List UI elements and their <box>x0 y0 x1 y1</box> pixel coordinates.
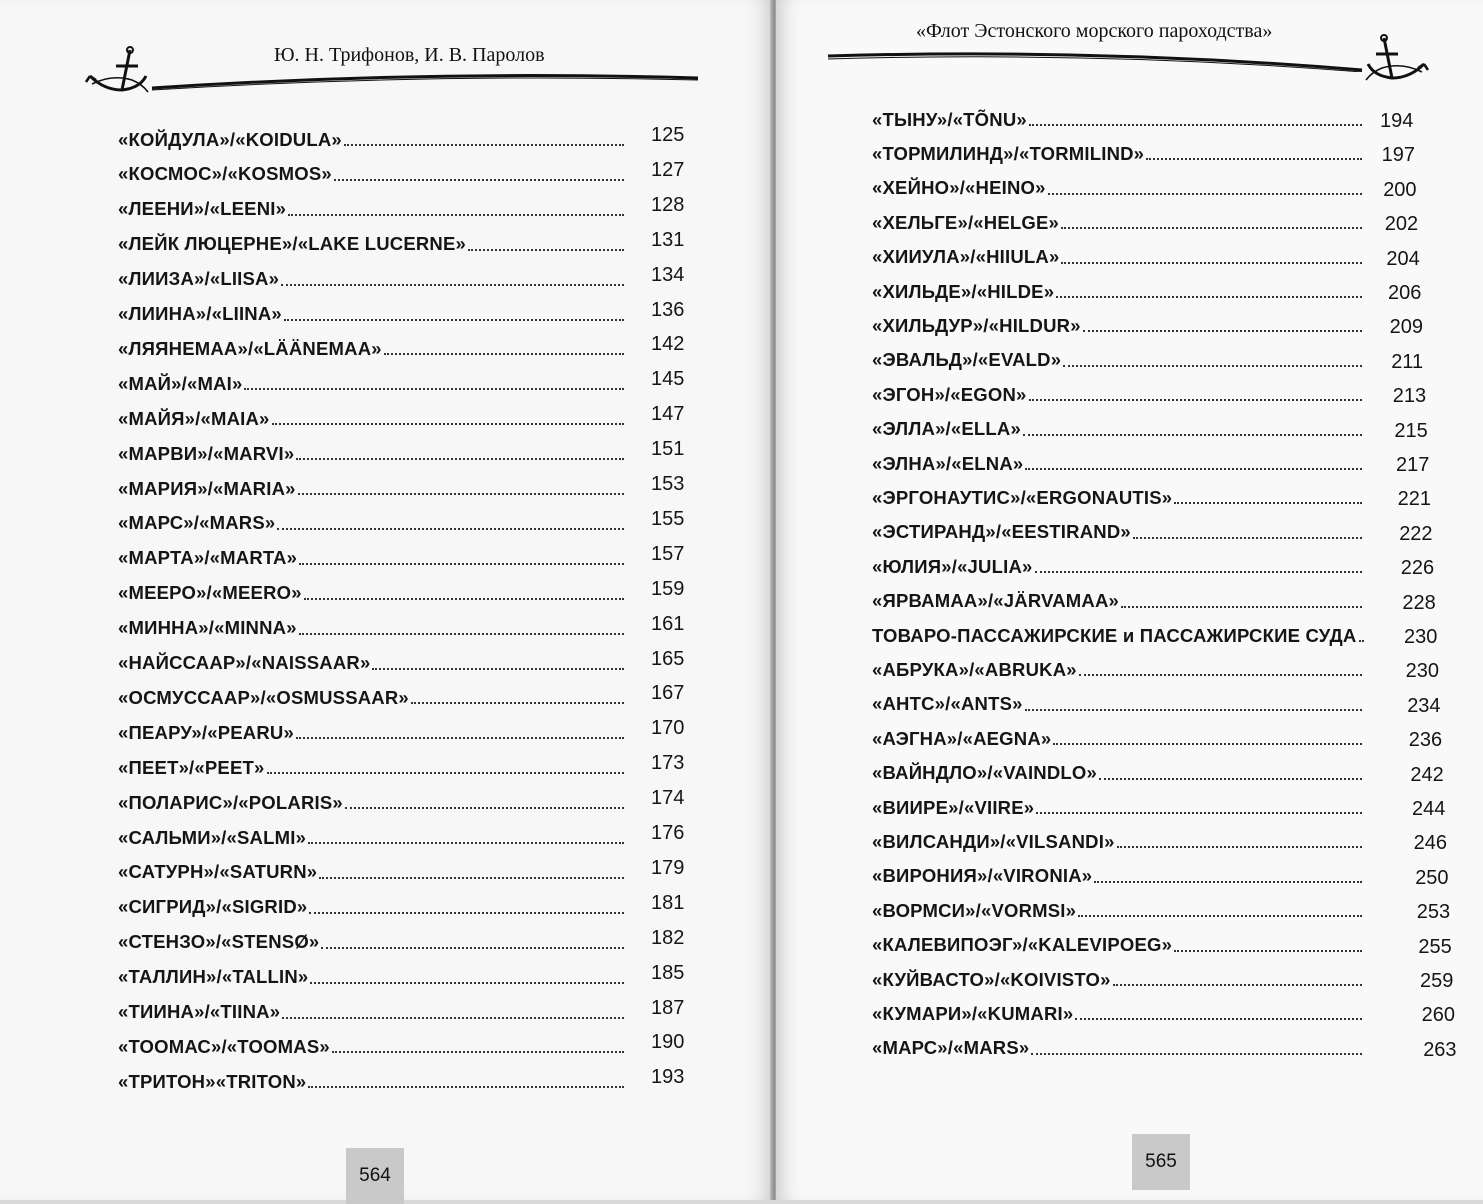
toc-entry-title: «НАЙССААР»/«NAISSAAR» <box>118 652 371 673</box>
toc-entry-page: 211 <box>1391 350 1424 373</box>
dot-leader <box>296 458 624 460</box>
toc-entry-page: 213 <box>1392 385 1427 408</box>
toc-entry <box>118 782 628 812</box>
toc-entry-title: «СИГРИД»/«SIGRID» <box>118 896 308 918</box>
toc-entry-title: «ХИИУЛА»/«HIIULA» <box>872 246 1060 268</box>
toc-entry <box>872 649 1366 679</box>
dot-leader <box>1025 468 1362 470</box>
right-folio: 565 <box>1132 1134 1190 1190</box>
toc-entry-page: 185 <box>651 961 685 984</box>
toc-entry-title: «КОСМОС»/«KOSMOS» <box>118 163 332 185</box>
dot-leader <box>1079 674 1362 676</box>
dot-leader <box>1063 365 1362 367</box>
dot-leader <box>1031 1053 1362 1055</box>
toc-entry <box>872 409 1366 439</box>
toc-entry <box>118 363 628 393</box>
toc-entry-title: «ТРИТОН»«TRITON» <box>118 1070 307 1092</box>
toc-entry-title: «ОСМУССААР»/«OSMUSSAAR» <box>118 686 409 708</box>
dot-leader <box>1078 915 1362 917</box>
dot-leader <box>288 214 624 216</box>
toc-entry <box>872 99 1366 129</box>
toc-entry <box>872 856 1366 886</box>
toc-entry <box>118 189 628 219</box>
toc-entry-page: 187 <box>651 996 685 1019</box>
toc-entry <box>872 925 1366 955</box>
toc-entry <box>872 718 1366 748</box>
dot-leader <box>299 563 624 565</box>
toc-entry <box>118 817 628 847</box>
toc-entry <box>872 512 1366 542</box>
toc-entry-title: «ЭРГОНАУТИС»/«ERGONAUTIS» <box>872 486 1173 508</box>
toc-entry <box>872 821 1366 851</box>
toc-entry-title: «ХИЛЬДЕ»/«HILDE» <box>872 280 1055 302</box>
toc-entry-title: «ЮЛИЯ»/«JULIA» <box>872 555 1033 577</box>
toc-entry <box>872 443 1366 473</box>
toc-entry <box>872 168 1366 198</box>
toc-entry <box>118 503 628 533</box>
toc-entry-title: «МАРИЯ»/«MARIA» <box>118 477 296 499</box>
dot-leader <box>296 737 624 739</box>
toc-entry-page: 176 <box>651 822 685 844</box>
toc-entry-page: 253 <box>1416 901 1451 924</box>
dot-leader <box>1053 743 1362 745</box>
toc-entry-title: «ЭВАЛЬД»/«EVALD» <box>872 349 1062 371</box>
toc-entry-title: «КУМАРИ»/«KUMARI» <box>872 1002 1074 1024</box>
toc-entry <box>872 993 1366 1023</box>
dot-leader <box>284 319 624 321</box>
toc-entry-page: 259 <box>1420 970 1454 992</box>
toc-entry <box>872 615 1366 645</box>
toc-entry-title: «МАЙ»/«MAI» <box>118 372 243 394</box>
toc-entry <box>118 608 628 638</box>
dot-leader <box>345 807 624 809</box>
toc-entry-title: «МАРС»/«MARS» <box>872 1037 1030 1059</box>
dot-leader <box>1056 296 1362 298</box>
toc-entry <box>872 753 1366 783</box>
dot-leader <box>298 493 624 495</box>
toc-entry-title: «САЛЬМИ»/«SALMI» <box>118 826 307 848</box>
dot-leader <box>299 633 624 635</box>
toc-entry <box>118 294 628 324</box>
toc-entry-title: «ЭСТИРАНД»/«EESTIRAND» <box>872 521 1131 543</box>
toc-entry-page: 215 <box>1394 419 1428 442</box>
dot-leader <box>1075 1018 1362 1020</box>
toc-entry <box>118 643 628 673</box>
toc-entry <box>872 684 1366 714</box>
dot-leader <box>1061 262 1362 264</box>
toc-entry-page: 244 <box>1412 798 1446 820</box>
dot-leader <box>384 353 624 355</box>
toc-entry <box>118 573 628 603</box>
toc-entry-page: 153 <box>651 473 685 495</box>
toc-entry-page: 234 <box>1407 694 1441 717</box>
toc-entry-title: «ВАЙНДЛО»/«VAINDLO» <box>872 762 1097 784</box>
toc-entry <box>118 433 628 463</box>
toc-entry <box>118 992 628 1022</box>
toc-entry-page: 190 <box>651 1031 685 1054</box>
dot-leader <box>272 423 624 425</box>
toc-entry-title: «ТООМАС»/«TOOMAS» <box>118 1035 330 1057</box>
dot-leader <box>1029 124 1362 126</box>
toc-entry-page: 145 <box>651 368 685 391</box>
dot-leader <box>1023 434 1362 436</box>
toc-entry-page: 136 <box>651 298 685 321</box>
toc-entry-page: 260 <box>1421 1004 1455 1027</box>
dot-leader <box>308 842 624 844</box>
toc-entry <box>118 712 628 742</box>
toc-entry-page: 151 <box>651 438 685 461</box>
toc-entry-page: 206 <box>1388 282 1422 304</box>
dot-leader <box>1146 158 1362 160</box>
toc-entry-title: «МАРТА»/«MARTA» <box>118 547 298 569</box>
toc-entry <box>872 237 1366 267</box>
toc-entry <box>118 468 628 498</box>
dot-leader <box>1133 537 1362 539</box>
toc-entry-title: «МЕЕРО»/«MEERO» <box>118 582 302 604</box>
toc-entry-title: «ПЕЕТ»/«PEET» <box>118 756 265 778</box>
toc-entry-title: «ЛИИНА»/«LIINA» <box>118 303 282 324</box>
toc-entry <box>118 957 628 987</box>
toc-entry-title: «АЭГНА»/«AEGNA» <box>872 727 1052 749</box>
toc-entry <box>872 959 1366 989</box>
dot-leader <box>1359 640 1363 642</box>
toc-entry-page: 128 <box>651 193 685 216</box>
dot-leader <box>310 982 624 984</box>
toc-entry-title: «АНТС»/«ANTS» <box>872 693 1023 715</box>
toc-entry-title: «ТИИНА»/«TIINA» <box>118 1001 281 1022</box>
toc-entry-page: 242 <box>1410 763 1444 786</box>
toc-entry <box>872 271 1366 301</box>
dot-leader <box>308 1086 624 1088</box>
toc-entry-title: «ЭЛНА»/«ELNA» <box>872 452 1024 474</box>
dot-leader <box>1029 399 1362 401</box>
dot-leader <box>1094 881 1362 883</box>
toc-entry-title: «ТАЛЛИН»/«TALLIN» <box>118 966 309 988</box>
toc-entry-title: «ЯРВАМАА»/«JÄRVAMAA» <box>872 590 1119 612</box>
toc-entry <box>872 477 1366 507</box>
toc-entry-page: 161 <box>651 612 685 635</box>
toc-entry <box>872 581 1366 611</box>
toc-entry-title: ТОВАРО-ПАССАЖИРСКИЕ и ПАССАЖИРСКИЕ СУДА <box>872 624 1357 646</box>
toc-entry-page: 170 <box>651 717 685 740</box>
toc-entry-page: 181 <box>651 891 685 914</box>
toc-entry-page: 179 <box>651 856 685 879</box>
toc-entry-page: 173 <box>651 752 685 775</box>
dot-leader <box>1036 812 1362 814</box>
toc-entry-title: «ЭЛЛА»/«ELLA» <box>872 418 1021 440</box>
dot-leader <box>1174 502 1362 504</box>
dot-leader <box>267 772 625 774</box>
left-header-rule <box>150 64 702 92</box>
toc-entry-title: «ТЫНУ»/«TÕNU» <box>872 108 1027 130</box>
dot-leader <box>1121 606 1362 608</box>
toc-entry-title: «КОЙДУЛА»/«KOIDULA» <box>118 128 342 150</box>
toc-entry-title: «ХЕЛЬГЕ»/«HELGE» <box>872 211 1060 233</box>
dot-leader <box>1035 571 1363 573</box>
toc-entry <box>872 305 1366 335</box>
toc-entry <box>872 546 1366 576</box>
toc-entry-page: 217 <box>1396 454 1430 476</box>
toc-entry-title: «ПЕАРУ»/«PEARU» <box>118 721 294 743</box>
dot-leader <box>304 598 624 600</box>
toc-entry-page: 226 <box>1400 557 1435 580</box>
toc-entry-page: 131 <box>651 228 685 251</box>
toc-entry-title: «САТУРН»/«SATURN» <box>118 861 318 883</box>
toc-entry <box>118 887 628 917</box>
dot-leader <box>282 1017 624 1019</box>
anchor-icon <box>82 46 154 96</box>
toc-entry-page: 246 <box>1413 832 1447 855</box>
toc-entry-page: 230 <box>1405 660 1439 683</box>
toc-entry <box>118 154 628 184</box>
dot-leader <box>1099 778 1362 780</box>
toc-entry <box>872 890 1366 920</box>
toc-entry-title: «МАЙЯ»/«MAIA» <box>118 407 270 429</box>
toc-entry-title: «АБРУКА»/«ABRUKA» <box>872 658 1077 680</box>
toc-entry-page: 221 <box>1397 488 1431 511</box>
toc-entry <box>872 202 1366 232</box>
dot-leader <box>281 284 624 286</box>
toc-entry-page: 165 <box>651 647 685 670</box>
toc-entry-page: 155 <box>651 507 685 530</box>
toc-entry <box>118 328 628 358</box>
toc-entry-title: «МАРС»/«MARS» <box>118 512 276 534</box>
toc-entry-page: 142 <box>651 333 685 356</box>
toc-entry-page: 134 <box>651 263 685 286</box>
toc-entry <box>118 922 628 952</box>
toc-entry-page: 200 <box>1383 178 1417 201</box>
toc-entry-title: «ВИЛСАНДИ»/«VILSANDI» <box>872 830 1115 852</box>
toc-entry-title: «ПОЛАРИС»/«POLARIS» <box>118 791 343 813</box>
left-folio: 564 <box>346 1148 404 1204</box>
toc-entry <box>118 224 628 254</box>
toc-entry-page: 127 <box>651 158 685 181</box>
toc-entry <box>118 852 628 882</box>
toc-entry <box>872 1028 1366 1058</box>
toc-entry-title: «КАЛЕВИПОЭГ»/«KALEVIPOEG» <box>872 934 1173 956</box>
toc-entry-title: «СТЕНЗО»/«STENSØ» <box>118 931 320 953</box>
dot-leader <box>411 702 624 704</box>
left-running-header: Ю. Н. Трифонов, И. В. Паролов <box>274 44 545 66</box>
toc-entry-title: «ХИЛЬДУР»/«HILDUR» <box>872 314 1081 336</box>
toc-entry <box>118 259 628 289</box>
dot-leader <box>1061 227 1362 229</box>
toc-entry <box>118 1061 628 1091</box>
toc-entry-title: «ВИРОНИЯ»/«VIRONIA» <box>872 865 1093 887</box>
toc-entry <box>118 119 628 149</box>
dot-leader <box>344 144 624 146</box>
toc-entry <box>118 677 628 707</box>
dot-leader <box>319 877 624 879</box>
dot-leader <box>1083 330 1362 332</box>
toc-entry-page: 157 <box>651 542 685 565</box>
toc-entry-title: «МАРВИ»/«MARVI» <box>118 442 295 464</box>
dot-leader <box>1117 846 1362 848</box>
toc-entry-title: «ТОРМИЛИНД»/«TORMILIND» <box>872 142 1145 164</box>
toc-entry-page: 230 <box>1404 626 1438 648</box>
dot-leader <box>1174 950 1362 952</box>
toc-entry-page: 167 <box>651 682 685 705</box>
toc-entry-page: 194 <box>1380 110 1414 132</box>
toc-entry-title: «ВИИРЕ»/«VIIRE» <box>872 796 1035 818</box>
dot-leader <box>332 1051 624 1053</box>
toc-entry-title: «ВОРМСИ»/«VORMSI» <box>872 899 1077 921</box>
toc-entry-page: 193 <box>651 1066 685 1089</box>
toc-entry-page: 204 <box>1386 247 1420 270</box>
right-running-header: «Флот Эстонского морского пароходства» <box>916 20 1273 42</box>
toc-entry-page: 263 <box>1423 1038 1457 1061</box>
toc-entry-page: 182 <box>651 926 685 949</box>
anchor-icon <box>1360 34 1432 84</box>
toc-entry <box>118 1026 628 1056</box>
toc-entry-page: 250 <box>1415 866 1449 889</box>
toc-entry-title: «МИННА»/«MINNA» <box>118 617 297 639</box>
dot-leader <box>244 388 624 390</box>
toc-entry <box>872 374 1366 404</box>
dot-leader <box>1025 709 1362 711</box>
toc-entry <box>118 747 628 777</box>
toc-entry <box>872 787 1366 817</box>
dot-leader <box>372 668 624 670</box>
toc-entry-page: 147 <box>651 403 685 426</box>
dot-leader <box>334 179 624 181</box>
toc-entry-page: 159 <box>651 577 685 600</box>
toc-entry-page: 174 <box>651 787 685 810</box>
dot-leader <box>468 249 624 251</box>
toc-entry-title: «ХЕЙНО»/«HEINO» <box>872 177 1046 199</box>
toc-entry <box>872 340 1366 370</box>
toc-entry-page: 209 <box>1389 316 1423 339</box>
toc-entry-title: «ЛЕЙК ЛЮЦЕРНЕ»/«LAKE LUCERNE» <box>118 233 467 255</box>
dot-leader <box>1113 984 1362 986</box>
toc-entry <box>118 538 628 568</box>
toc-entry-title: «ЛЕЕНИ»/«LEENI» <box>118 198 287 220</box>
toc-entry-page: 202 <box>1384 213 1419 236</box>
dot-leader <box>309 912 624 914</box>
toc-entry <box>872 133 1366 163</box>
toc-entry-page: 125 <box>651 124 685 146</box>
toc-entry-title: «ЭГОН»/«EGON» <box>872 383 1027 405</box>
toc-entry-page: 228 <box>1402 591 1436 614</box>
toc-entry <box>118 398 628 428</box>
toc-entry-page: 255 <box>1418 935 1452 958</box>
dot-leader <box>277 528 624 530</box>
right-page <box>776 0 1483 1200</box>
toc-entry-page: 236 <box>1408 729 1443 752</box>
toc-entry-title: «ЛИИЗА»/«LIISA» <box>118 268 280 290</box>
toc-entry-title: «ЛЯЯНЕМАА»/«LÄÄNEMAA» <box>118 337 382 359</box>
toc-entry-page: 222 <box>1399 522 1433 545</box>
dot-leader <box>321 947 624 949</box>
dot-leader <box>1048 193 1362 195</box>
toc-entry-page: 197 <box>1381 144 1415 167</box>
right-header-rule <box>826 44 1366 72</box>
toc-entry-title: «КУЙВАСТО»/«KOIVISTO» <box>872 968 1111 990</box>
